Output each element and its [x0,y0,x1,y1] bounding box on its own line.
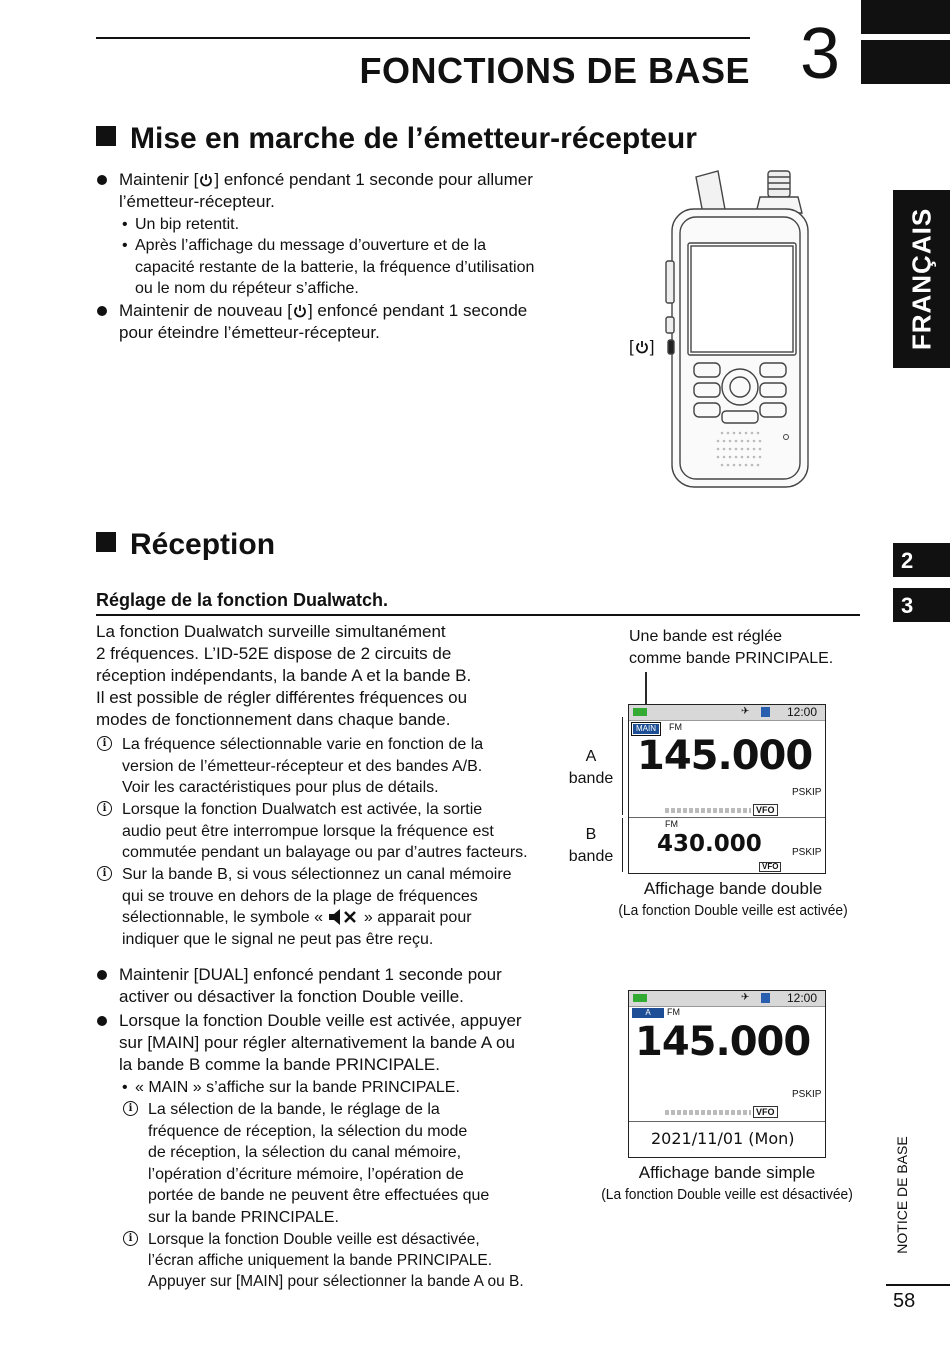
info-icon: i [123,1101,138,1116]
band-a-label-l2: bande [568,769,614,787]
main-key-instruction [119,1010,522,1076]
power-icon [199,173,213,187]
info4-l4: l’opération d’écriture mémoire, l’opération de [148,1165,464,1183]
edge-tab-chapter [861,40,950,84]
info-icon: i [97,736,112,751]
date-display: 2021/11/01 (Mon) [651,1129,795,1148]
language-tab [893,190,950,368]
info-icon: i [97,866,112,881]
dual-l2: activer ou désactiver la fonction Double veille. [119,987,464,1006]
power-icon [635,340,649,354]
info2-l3: commutée pendant un balayage ou par d’autres facteurs. [122,844,528,861]
power-off-text-b: ] enfoncé pendant 1 seconde [307,301,528,320]
subtitle-rule [96,614,860,616]
info-band-b-memory [102,864,512,950]
info3-l2: qui se trouve en dehors de la plage de fréquences [122,887,478,905]
info1-l2: version de l’émetteur-récepteur et des bandes A/B. [122,757,483,775]
intro-l3: réception indépendants, la bande A et la bande B. [96,666,472,685]
gps-icon: ✈ [741,992,750,1003]
pskip-a: PSKIP [792,787,822,798]
intro-l4: Il est possible de régler différentes fréquences ou [96,688,468,707]
sd-card-icon [761,707,770,717]
main-band-callout [629,626,833,669]
pskip: PSKIP [792,1089,822,1100]
date-divider [629,1121,825,1122]
chapter-tab-2-label: 2 [901,548,914,573]
callout-l1: Une bande est réglée [629,628,782,645]
info4-l1: La sélection de la bande, le réglage de la [148,1101,440,1118]
dual-display-subcaption: (La fonction Double veille est activée) [618,902,848,919]
section-title-reception [96,528,275,562]
power-icon [293,304,307,318]
info3-l3b: » apparait pour [363,909,472,926]
power-on-text-b: ] enfoncé pendant 1 seconde pour allumer [214,170,533,189]
info-dualwatch-off [128,1229,524,1292]
info-main-band-only [128,1099,490,1228]
s-meter [665,1110,751,1115]
edge-tab-top [861,0,950,34]
dual-display-caption: Affichage bande double [643,879,823,898]
info5-l1: Lorsque la fonction Double veille est désactivée, [148,1231,480,1248]
header-rule [96,37,750,39]
vfo-a: VFO [753,804,778,816]
info4-l2: fréquence de réception, la sélection du mode [148,1122,468,1140]
page-number: 58 [893,1290,916,1312]
clock: 12:00 [787,991,818,1005]
transceiver-illustration [660,165,820,490]
main-display-note: • « MAIN » s’affiche sur la bande PRINCIPALE. [135,1077,460,1099]
mode-b: FM [665,819,678,829]
power-key-callout [629,336,654,358]
info-icon: i [97,801,112,816]
section-title-power-text: Mise en marche de l’émetteur-récepteur [130,122,697,155]
mode: FM [667,1007,680,1017]
vfo-b: VFO [759,862,781,872]
info2-l1: Lorsque la fonction Dualwatch est activée, la sortie [122,801,483,818]
square-bullet-icon [96,532,116,552]
info3-l4: indiquer que le signal ne peut pas être reçu. [122,930,434,948]
single-band-display [628,990,826,1158]
power-key-bracket-close: ] [649,337,655,356]
battery-icon [633,708,647,716]
band-b-label-l2: bande [568,847,614,865]
dualwatch-intro [96,621,471,731]
section-title-power [96,122,697,156]
chapter-tab-3[interactable] [893,588,950,622]
single-display-caption: Affichage bande simple [638,1163,816,1182]
beep-note: • Un bip retentit. [135,214,239,236]
band-b-label-l1: B [585,826,597,843]
section-side-note-text: NOTICE DE BASE [894,1136,910,1254]
info1-l3: Voir les caractéristiques pour plus de détails. [122,779,439,796]
band-b-bracket [622,818,626,872]
info4-l3: de réception, la sélection du canal mémoire, [148,1144,462,1161]
frequency-b: 430.000 [657,831,762,857]
language-label: FRANÇAIS [906,207,936,351]
frequency: 145.000 [635,1019,811,1065]
band-divider [629,817,825,818]
band-a-tag: A [632,1008,664,1018]
status-bar [629,705,825,721]
main-l1: Lorsque la fonction Double veille est activée, appuyer [119,1011,522,1030]
band-b-label [566,824,616,867]
page-number-rule [886,1284,950,1286]
s-meter-a [665,808,751,813]
section-title-reception-text: Réception [130,528,276,561]
dual-key-instruction [119,964,502,1008]
main-band-tag: MAIN [632,723,660,735]
chapter-tab-3-label: 3 [901,593,914,618]
vfo: VFO [753,1106,778,1118]
intro-l5: modes de fonctionnement dans chaque bande. [96,710,451,729]
info4-l6: sur la bande PRINCIPALE. [148,1208,339,1226]
clock: 12:00 [787,705,818,719]
power-key-bracket-open: [ [629,337,634,356]
band-a-label-l1: A [585,748,597,765]
info3-l1: Sur la bande B, si vous sélectionnez un canal mémoire [122,866,512,883]
single-display-subcaption: (La fonction Double veille est désactivée) [601,1186,853,1203]
info4-l5: portée de bande ne peuvent être effectuées que [148,1187,490,1204]
intro-l2: 2 fréquences. L’ID-52E dispose de 2 circuits de [96,644,452,663]
power-on-text-c: l’émetteur-récepteur. [119,192,275,211]
battery-icon [633,994,647,1002]
intro-l1: La fonction Dualwatch surveille simultanément [96,622,446,641]
dualwatch-subtitle: Réglage de la fonction Dualwatch. [96,590,389,610]
frequency-a: 145.000 [637,733,813,779]
power-on-text-a: Maintenir [ [119,170,199,189]
power-off-instruction [119,300,527,344]
section-side-note [893,1120,911,1270]
power-off-text-a: Maintenir de nouveau [ [119,301,292,320]
opening-note-l1: Après l’affichage du message d’ouverture et de la [135,237,487,254]
info-frequency-range [102,734,484,799]
info5-l2: l’écran affiche uniquement la bande PRINCIPALE. [148,1252,493,1269]
info2-l2: audio peut être interrompue lorsque la fréquence est [122,822,494,840]
chapter-number: 3 [800,14,841,94]
callout-l2: comme bande PRINCIPALE. [629,649,834,667]
band-a-bracket [622,717,626,815]
status-bar [629,991,825,1007]
dual-l1: Maintenir [DUAL] enfoncé pendant 1 seconde pour [119,965,502,984]
mode-a: FM [669,722,682,732]
chapter-tab-2[interactable] [893,543,950,577]
chapter-title: FONCTIONS DE BASE [359,50,750,91]
power-off-text-c: pour éteindre l’émetteur-récepteur. [119,323,380,342]
pskip-b: PSKIP [792,847,822,858]
opening-note-l2: capacité restante de la batterie, la fréquence d’utilisation [135,258,535,276]
opening-message-note [135,235,534,300]
info5-l3: Appuyer sur [MAIN] pour sélectionner la bande A ou B. [148,1273,524,1290]
info1-l1: La fréquence sélectionnable varie en fonction de la [122,736,484,753]
sd-card-icon [761,993,770,1003]
square-bullet-icon [96,126,116,146]
band-a-label [566,746,616,789]
info-icon: i [123,1231,138,1246]
opening-note-l3: ou le nom du répéteur s’affiche. [135,280,359,297]
info-audio-interrupt [102,799,528,864]
main-l3: la bande B comme la bande PRINCIPALE. [119,1055,440,1074]
power-on-instruction [119,169,533,213]
speaker-mute-icon [327,908,359,926]
gps-icon: ✈ [741,706,750,717]
info3-l3a: sélectionnable, le symbole « [122,909,324,926]
main-l2: sur [MAIN] pour régler alternativement la bande A ou [119,1033,515,1052]
dual-band-display [628,704,826,874]
